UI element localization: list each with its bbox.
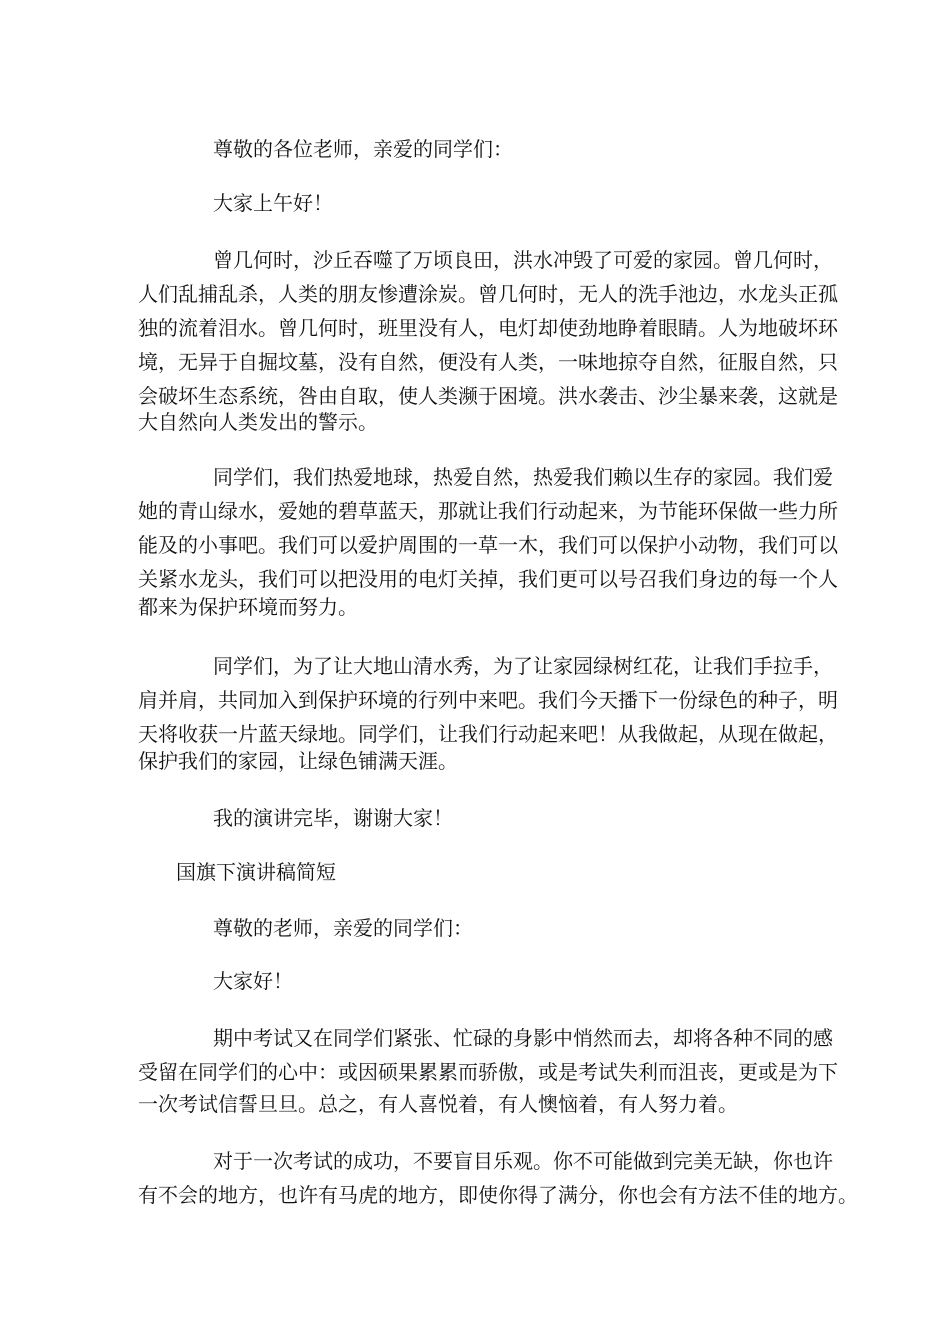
paragraph-line: 期中考试又在同学们紧张、忙碌的身影中悄然而去，却将各种不同的感 [213,1026,833,1050]
greeting-line: 大家好！ [213,969,293,993]
paragraph-line: 同学们，我们热爱地球，热爱自然，热爱我们赖以生存的家园。我们爱 [213,465,833,489]
paragraph-line: 独的流着泪水。曾几何时，班里没有人，电灯却使劲地睁着眼睛。人为地破坏环 [138,316,838,340]
paragraph-line: 会破坏生态系统，咎由自取，使人类濒于困境。洪水袭击、沙尘暴来袭，这就是 [138,384,838,408]
paragraph-line: 大自然向人类发出的警示。 [138,410,378,434]
paragraph-line: 受留在同学们的心中：或因硕果累累而骄傲，或是考试失利而沮丧，更或是为下 [138,1060,838,1084]
greeting-line: 尊敬的老师，亲爱的同学们： [213,916,473,940]
paragraph-line: 保护我们的家园，让绿色铺满天涯。 [138,749,458,773]
paragraph-line: 有不会的地方，也许有马虎的地方，即使你得了满分，你也会有方法不佳的地方。 [138,1183,858,1207]
paragraph-line: 人们乱捕乱杀，人类的朋友惨遭涂炭。曾几何时，无人的洗手池边，水龙头正孤 [138,282,838,306]
paragraph-line: 关紧水龙头，我们可以把没用的电灯关掉，我们更可以号召我们身边的每一个人 [138,567,838,591]
paragraph-line: 对于一次考试的成功，不要盲目乐观。你不可能做到完美无缺，你也许 [213,1149,833,1173]
paragraph-line: 同学们，为了让大地山清水秀，为了让家园绿树红花，让我们手拉手， [213,654,833,678]
paragraph-line: 境，无异于自掘坟墓，没有自然，便没有人类，一味地掠夺自然，征服自然，只 [138,350,838,374]
paragraph-line: 天将收获一片蓝天绿地。同学们，让我们行动起来吧！从我做起，从现在做起， [138,722,838,746]
paragraph-line: 曾几何时，沙丘吞噬了万顷良田，洪水冲毁了可爱的家园。曾几何时， [213,248,833,272]
paragraph-line: 她的青山绿水，爱她的碧草蓝天，那就让我们行动起来，为节能环保做一些力所 [138,499,838,523]
paragraph-line: 肩并肩，共同加入到保护环境的行列中来吧。我们今天播下一份绿色的种子，明 [138,688,838,712]
greeting-line: 尊敬的各位老师，亲爱的同学们： [213,137,513,161]
greeting-line: 大家上午好！ [213,191,333,215]
paragraph-line: 一次考试信誓旦旦。总之，有人喜悦着，有人懊恼着，有人努力着。 [138,1092,738,1116]
closing-line: 我的演讲完毕，谢谢大家！ [213,806,453,830]
section-title: 国旗下演讲稿简短 [176,860,336,884]
paragraph-line: 都来为保护环境而努力。 [138,595,358,619]
paragraph-line: 能及的小事吧。我们可以爱护周围的一草一木，我们可以保护小动物，我们可以 [138,533,838,557]
